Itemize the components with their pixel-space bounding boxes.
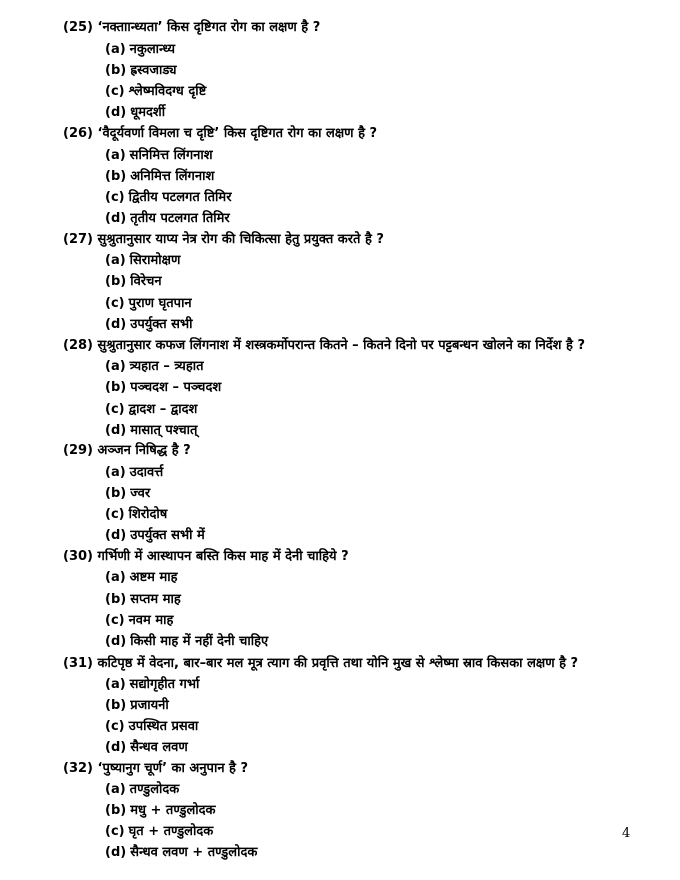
option-32-a	[105, 782, 179, 798]
option-27-a	[105, 253, 180, 269]
question-text: ‘नक्ताान्ध्यता’ किस दृष्टिगत रोग का लक्षण है ?	[97, 20, 321, 35]
option-26-d	[105, 211, 230, 227]
option-text: द्वादश – द्वादश	[128, 402, 198, 417]
option-label: (a)	[105, 465, 126, 480]
question-31	[63, 656, 578, 672]
option-label: (b)	[105, 486, 127, 501]
option-label: (d)	[105, 845, 127, 860]
option-text: ह्रस्वजाड्य	[130, 63, 177, 78]
question-25	[63, 20, 320, 36]
option-text: मधु + तण्डुलोदक	[130, 803, 216, 818]
option-25-b	[105, 63, 177, 79]
option-26-c	[105, 190, 232, 206]
question-number: (29)	[63, 443, 93, 458]
option-text: त्र्यहात – त्र्यहात	[129, 359, 204, 374]
option-25-c	[105, 84, 206, 100]
option-text: सद्योगृहीत गर्भा	[129, 677, 200, 692]
option-label: (b)	[105, 592, 127, 607]
question-26	[63, 126, 377, 142]
option-29-c	[105, 507, 167, 523]
option-26-b	[105, 169, 214, 185]
option-label: (a)	[105, 570, 126, 585]
question-30	[63, 549, 349, 565]
question-text: कटिपृष्ठ में वेदना, बार–बार मल मूत्र त्याग की प्रवृत्ति तथा योनि मुख से श्लेष्मा स्राव किसका लक्षण है ?	[97, 656, 579, 671]
option-label: (c)	[105, 824, 125, 839]
option-text: नवम माह	[128, 613, 174, 628]
option-label: (c)	[105, 84, 125, 99]
question-text: ‘पुष्यानुग चूर्ण’ का अनुपान है ?	[97, 761, 249, 776]
option-label: (c)	[105, 296, 125, 311]
option-text: सैन्धव लवण + तण्डुलोदक	[130, 845, 258, 860]
option-text: सनिमित्त लिंगनाश	[129, 148, 213, 163]
option-27-b	[105, 274, 162, 290]
option-28-d	[105, 423, 197, 439]
option-label: (b)	[105, 803, 127, 818]
question-number: (30)	[63, 549, 93, 564]
question-text: सुश्रुतानुसार याप्य नेत्र रोग की चिकित्सा हेतु प्रयुक्त करते है ?	[97, 232, 384, 247]
option-text: ज्वर	[130, 486, 151, 501]
question-number: (28)	[63, 338, 93, 353]
option-25-d	[105, 105, 165, 121]
question-number: (31)	[63, 656, 93, 671]
option-label: (b)	[105, 63, 127, 78]
option-31-d	[105, 740, 188, 756]
option-text: अष्टम माह	[129, 570, 178, 585]
option-text: धूमदर्शी	[130, 105, 166, 120]
option-label: (d)	[105, 211, 127, 226]
question-number: (25)	[63, 20, 93, 35]
option-label: (a)	[105, 359, 126, 374]
option-text: श्लेष्मविदग्ध दृष्टि	[128, 84, 207, 99]
option-30-a	[105, 570, 178, 586]
option-text: सप्तम माह	[130, 592, 181, 607]
question-number: (26)	[63, 126, 93, 141]
option-31-a	[105, 677, 199, 693]
option-29-b	[105, 486, 150, 502]
option-text: अनिमित्त लिंगनाश	[130, 169, 215, 184]
option-text: प्रजायनी	[130, 698, 169, 713]
question-28	[63, 338, 585, 354]
option-text: तृतीय पटलगत तिमिर	[130, 211, 230, 226]
option-28-c	[105, 402, 197, 418]
option-label: (d)	[105, 423, 127, 438]
option-text: पञ्चदश – पञ्चदश	[130, 380, 222, 395]
option-text: उदावर्त्त	[129, 465, 164, 480]
option-text: तण्डुलोदक	[129, 782, 180, 797]
option-label: (b)	[105, 380, 127, 395]
option-label: (d)	[105, 317, 127, 332]
option-text: उपस्थित प्रसवा	[128, 719, 199, 734]
option-27-d	[105, 317, 192, 333]
option-label: (a)	[105, 782, 126, 797]
question-number: (27)	[63, 232, 93, 247]
option-label: (b)	[105, 274, 127, 289]
option-text: सिरामोक्षण	[129, 253, 181, 268]
option-32-c	[105, 824, 213, 840]
option-text: सैन्धव लवण	[130, 740, 188, 755]
option-31-c	[105, 719, 198, 735]
option-26-a	[105, 148, 213, 164]
option-text: विरेचन	[130, 274, 162, 289]
option-text: उपर्युक्त सभी में	[130, 528, 205, 543]
option-30-d	[105, 634, 268, 650]
option-label: (c)	[105, 719, 125, 734]
question-27	[63, 232, 384, 248]
option-25-a	[105, 42, 175, 58]
option-label: (c)	[105, 507, 125, 522]
question-32	[63, 761, 248, 777]
option-30-c	[105, 613, 173, 629]
option-text: द्वितीय पटलगत तिमिर	[128, 190, 232, 205]
option-32-b	[105, 803, 216, 819]
option-label: (a)	[105, 677, 126, 692]
option-27-c	[105, 296, 192, 312]
option-label: (c)	[105, 402, 125, 417]
option-text: पुराण घृतपान	[128, 296, 192, 311]
option-label: (d)	[105, 740, 127, 755]
option-label: (a)	[105, 253, 126, 268]
option-30-b	[105, 592, 181, 608]
option-label: (d)	[105, 634, 127, 649]
question-text: ‘वैदूर्यवर्णा विमला च दृष्टि’ किस दृष्टिगत रोग का लक्षण है ?	[97, 126, 378, 141]
option-28-b	[105, 380, 221, 396]
option-32-d	[105, 845, 257, 861]
option-label: (b)	[105, 169, 127, 184]
option-28-a	[105, 359, 204, 375]
page-number: 4	[622, 826, 631, 841]
question-29	[63, 443, 191, 459]
question-text: सुश्रुतानुसार कफज लिंगनाश में शस्त्रकर्मोपरान्त कितने – कितने दिनो पर पट्टबन्धन खोलने का निर्देश है ?	[97, 338, 586, 353]
option-29-d	[105, 528, 205, 544]
option-29-a	[105, 465, 163, 481]
option-text: किसी माह में नहीं देनी चाहिए	[130, 634, 269, 649]
question-text: अञ्जन निषिद्ध है ?	[97, 443, 191, 458]
option-label: (d)	[105, 528, 127, 543]
question-number: (32)	[63, 761, 93, 776]
option-label: (c)	[105, 190, 125, 205]
option-31-b	[105, 698, 169, 714]
option-text: मासात् पश्चात्	[130, 423, 198, 438]
option-text: नकुलान्ध्य	[129, 42, 176, 57]
option-label: (a)	[105, 42, 126, 57]
question-text: गर्भिणी में आस्थापन बस्ति किस माह में देनी चाहिये ?	[97, 549, 349, 564]
option-label: (d)	[105, 105, 127, 120]
option-label: (a)	[105, 148, 126, 163]
option-text: घृत + तण्डुलोदक	[128, 824, 214, 839]
option-text: उपर्युक्त सभी	[130, 317, 193, 332]
option-label: (b)	[105, 698, 127, 713]
option-label: (c)	[105, 613, 125, 628]
option-text: शिरोदोष	[128, 507, 168, 522]
